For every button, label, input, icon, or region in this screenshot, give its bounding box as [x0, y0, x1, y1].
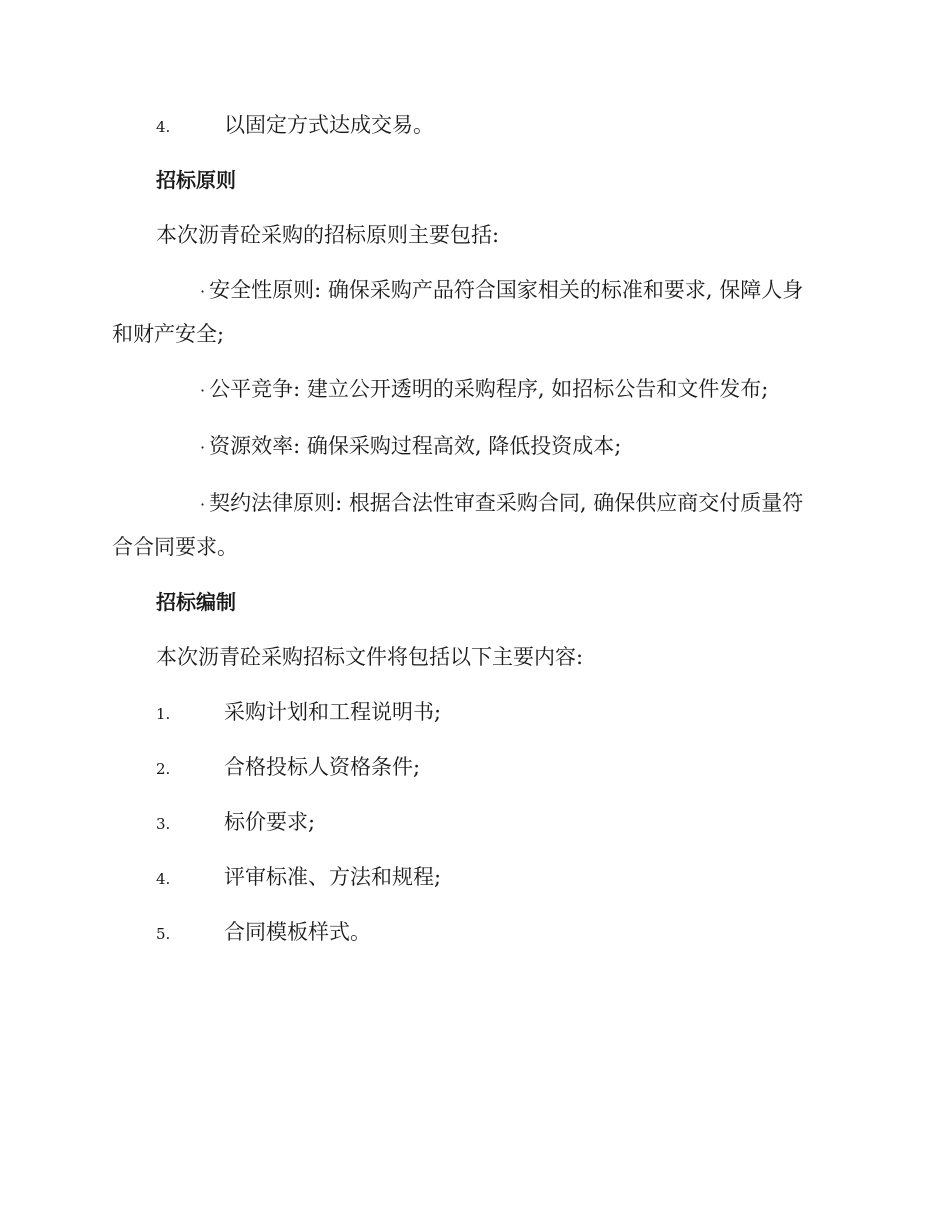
section-heading-principles: 招标原则 [156, 168, 236, 192]
list-text: 以固定方式达成交易。 [224, 113, 434, 137]
compilation-intro: 本次沥青砼采购招标文件将包括以下主要内容: [156, 645, 584, 669]
bullet-text: 安全性原则: 确保采购产品符合国家相关的标准和要求, 保障人身和财产安全; [112, 278, 804, 346]
list-text: 合同模板样式。 [224, 920, 371, 944]
list-number: 3. [156, 815, 171, 833]
list-number: 2. [156, 760, 171, 778]
list-text: 合格投标人资格条件; [224, 755, 421, 779]
list-text: 采购计划和工程说明书; [224, 700, 442, 724]
list-text: 评审标准、方法和规程; [224, 865, 442, 889]
bullet-icon: · [200, 495, 206, 514]
list-item [112, 856, 824, 898]
document-body [112, 104, 824, 966]
list-text: 标价要求; [224, 810, 316, 834]
list-number: 5. [156, 925, 171, 943]
list-item [112, 801, 824, 843]
bullet-text: 资源效率: 确保采购过程高效, 降低投资成本; [209, 434, 622, 458]
bullet-paragraph [112, 269, 824, 355]
list-item [112, 746, 824, 788]
list-number: 1. [156, 705, 171, 723]
bullet-icon: · [200, 438, 206, 457]
bullet-icon: · [200, 381, 206, 400]
list-number: 4. [156, 118, 171, 136]
bullet-icon: · [200, 282, 206, 301]
principles-intro: 本次沥青砼采购的招标原则主要包括: [156, 223, 500, 247]
bullet-paragraph [112, 368, 824, 412]
list-item [112, 691, 824, 733]
bullet-text: 契约法律原则: 根据合法性审查采购合同, 确保供应商交付质量符合合同要求。 [112, 491, 804, 559]
bullet-paragraph [112, 425, 824, 469]
bullet-paragraph [112, 482, 824, 568]
list-item [112, 104, 824, 146]
section-heading-compilation: 招标编制 [156, 590, 236, 614]
list-item [112, 911, 824, 953]
list-number: 4. [156, 870, 171, 888]
bullet-text: 公平竞争: 建立公开透明的采购程序, 如招标公告和文件发布; [209, 377, 769, 401]
